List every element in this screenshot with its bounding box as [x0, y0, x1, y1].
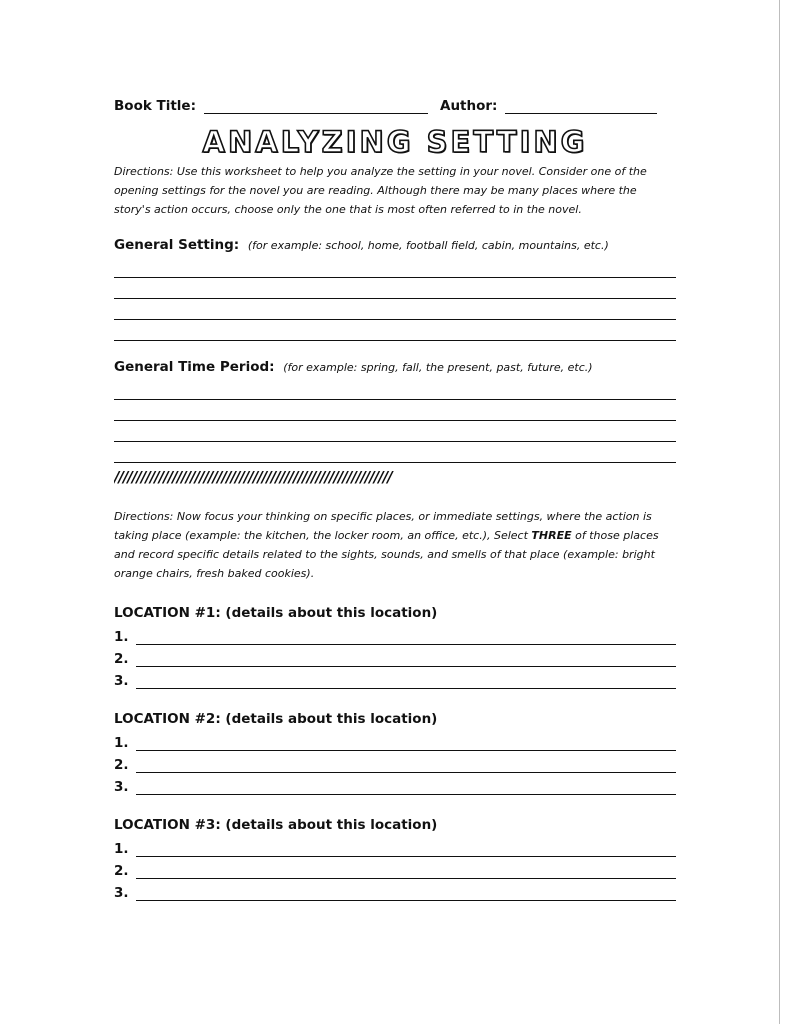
general-setting-example: (for example: school, home, football field, cabin, mountains, etc.)	[247, 239, 609, 252]
item-number: 3.	[114, 885, 129, 901]
item-number: 1.	[114, 735, 129, 751]
header-row	[114, 92, 676, 114]
book-title-label: Book Title:	[114, 98, 196, 114]
item-number: 3.	[114, 673, 129, 689]
author-field[interactable]	[505, 99, 657, 114]
page-title: ANALYZING SETTING	[202, 125, 588, 159]
answer-line[interactable]	[114, 400, 676, 421]
general-time-label: General Time Period:	[114, 359, 275, 375]
answer-line[interactable]	[114, 278, 676, 299]
item-number: 2.	[114, 651, 129, 667]
directions-2-part2: of those places and record specific details related to the sights, sounds, and smells of that place (example: bright orange chairs, fresh baked cookies).	[114, 529, 659, 580]
directions-2-text	[114, 507, 676, 583]
location-3-item	[114, 857, 676, 879]
answer-line[interactable]	[114, 299, 676, 320]
location-3-item	[114, 835, 676, 857]
location-3-heading: LOCATION #3: (details about this location)	[114, 817, 438, 833]
page-edge-line	[779, 0, 780, 1024]
general-setting-heading	[114, 237, 676, 257]
answer-line[interactable]	[136, 674, 676, 689]
item-number: 2.	[114, 757, 129, 773]
book-title-field[interactable]	[204, 99, 428, 114]
item-number: 1.	[114, 629, 129, 645]
answer-line[interactable]	[114, 442, 676, 463]
directions-2-emphasis: THREE	[531, 529, 572, 542]
answer-line[interactable]	[136, 630, 676, 645]
answer-line[interactable]	[136, 780, 676, 795]
location-1-item	[114, 645, 676, 667]
general-time-heading	[114, 359, 676, 379]
location-2-item	[114, 729, 676, 751]
location-3-item	[114, 879, 676, 901]
answer-line[interactable]	[136, 842, 676, 857]
answer-line[interactable]	[114, 421, 676, 442]
location-1-item	[114, 667, 676, 689]
general-setting-lines	[114, 257, 676, 341]
general-time-example: (for example: spring, fall, the present, past, future, etc.)	[283, 361, 593, 374]
location-3	[114, 815, 676, 901]
author-label: Author:	[440, 98, 498, 114]
answer-line[interactable]	[114, 257, 676, 278]
location-2	[114, 709, 676, 795]
location-2-item	[114, 751, 676, 773]
slash-divider: //////////////////////////////////////////////////////////////	[114, 469, 392, 485]
answer-line[interactable]	[114, 379, 676, 400]
location-1	[114, 603, 676, 689]
answer-line[interactable]	[136, 886, 676, 901]
directions-text: Directions: Use this worksheet to help you analyze the setting in your novel. Consider one of the opening settings for the novel you are reading. Although there may be many places where the story's action occurs, choose only the one that is most often referred to in the novel.	[114, 165, 647, 216]
location-1-item	[114, 623, 676, 645]
general-setting-label: General Setting:	[114, 237, 240, 253]
item-number: 3.	[114, 779, 129, 795]
answer-line[interactable]	[136, 652, 676, 667]
answer-line[interactable]	[136, 864, 676, 879]
general-time-lines	[114, 379, 676, 463]
answer-line[interactable]	[136, 736, 676, 751]
worksheet	[114, 92, 676, 901]
directions-2-part1: Directions: Now focus your thinking on specific places, or immediate settings, where the action is taking place (example: the kitchen, the locker room, an office, etc.), Select	[114, 510, 652, 542]
answer-line[interactable]	[136, 758, 676, 773]
location-2-heading: LOCATION #2: (details about this location)	[114, 711, 438, 727]
location-2-item	[114, 773, 676, 795]
item-number: 1.	[114, 841, 129, 857]
answer-line[interactable]	[114, 320, 676, 341]
location-1-heading: LOCATION #1: (details about this location)	[114, 605, 438, 621]
item-number: 2.	[114, 863, 129, 879]
